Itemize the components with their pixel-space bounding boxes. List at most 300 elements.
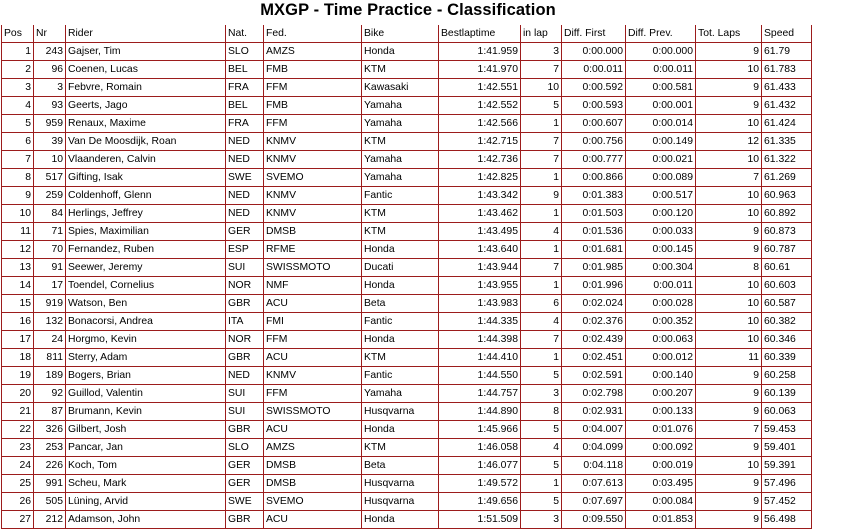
cell-rider: Adamson, John bbox=[66, 511, 226, 529]
cell-bike: Yamaha bbox=[362, 115, 439, 133]
cell-pos: 18 bbox=[2, 349, 34, 367]
cell-bestlaptime: 1:43.944 bbox=[439, 259, 521, 277]
cell-pos: 15 bbox=[2, 295, 34, 313]
cell-in-lap: 1 bbox=[521, 205, 562, 223]
cell-in-lap: 4 bbox=[521, 223, 562, 241]
cell-nr: 919 bbox=[34, 295, 66, 313]
cell-bestlaptime: 1:43.462 bbox=[439, 205, 521, 223]
table-row bbox=[2, 367, 812, 385]
cell-bike: Yamaha bbox=[362, 385, 439, 403]
cell-tot-laps: 10 bbox=[696, 61, 762, 79]
cell-bestlaptime: 1:46.058 bbox=[439, 439, 521, 457]
cell-speed: 60.963 bbox=[762, 187, 812, 205]
cell-in-lap: 7 bbox=[521, 331, 562, 349]
cell-fed: ACU bbox=[264, 295, 362, 313]
cell-pos: 1 bbox=[2, 43, 34, 61]
cell-bike: KTM bbox=[362, 349, 439, 367]
cell-tot-laps: 9 bbox=[696, 511, 762, 529]
cell-rider: Gajser, Tim bbox=[66, 43, 226, 61]
cell-nat: SUI bbox=[226, 259, 264, 277]
cell-nr: 71 bbox=[34, 223, 66, 241]
table-row bbox=[2, 385, 812, 403]
cell-bike: Beta bbox=[362, 457, 439, 475]
table-row bbox=[2, 241, 812, 259]
cell-in-lap: 1 bbox=[521, 241, 562, 259]
cell-bike: Honda bbox=[362, 241, 439, 259]
cell-bike: Ducati bbox=[362, 259, 439, 277]
cell-speed: 57.496 bbox=[762, 475, 812, 493]
cell-diff-first: 0:07.613 bbox=[562, 475, 626, 493]
cell-diff-prev: 0:00.089 bbox=[626, 169, 696, 187]
cell-rider: Renaux, Maxime bbox=[66, 115, 226, 133]
cell-diff-first: 0:02.024 bbox=[562, 295, 626, 313]
cell-bestlaptime: 1:45.966 bbox=[439, 421, 521, 439]
cell-bike: Husqvarna bbox=[362, 493, 439, 511]
cell-rider: Sterry, Adam bbox=[66, 349, 226, 367]
cell-fed: AMZS bbox=[264, 439, 362, 457]
cell-bestlaptime: 1:41.970 bbox=[439, 61, 521, 79]
cell-fed: KNMV bbox=[264, 367, 362, 385]
cell-bike: Fantic bbox=[362, 313, 439, 331]
cell-nr: 87 bbox=[34, 403, 66, 421]
cell-bestlaptime: 1:42.825 bbox=[439, 169, 521, 187]
cell-nr: 10 bbox=[34, 151, 66, 169]
cell-diff-prev: 0:00.352 bbox=[626, 313, 696, 331]
cell-nr: 96 bbox=[34, 61, 66, 79]
cell-tot-laps: 9 bbox=[696, 493, 762, 511]
cell-diff-first: 0:00.000 bbox=[562, 43, 626, 61]
cell-nat: BEL bbox=[226, 61, 264, 79]
cell-nr: 326 bbox=[34, 421, 66, 439]
cell-fed: DMSB bbox=[264, 223, 362, 241]
cell-bike: Honda bbox=[362, 421, 439, 439]
cell-bike: Fantic bbox=[362, 367, 439, 385]
cell-tot-laps: 12 bbox=[696, 133, 762, 151]
cell-pos: 27 bbox=[2, 511, 34, 529]
cell-fed: KNMV bbox=[264, 205, 362, 223]
column-header-bestlaptime: Bestlaptime bbox=[439, 25, 521, 43]
table-row bbox=[2, 187, 812, 205]
cell-speed: 60.339 bbox=[762, 349, 812, 367]
cell-pos: 14 bbox=[2, 277, 34, 295]
cell-diff-prev: 0:00.021 bbox=[626, 151, 696, 169]
cell-fed: RFME bbox=[264, 241, 362, 259]
cell-nat: GER bbox=[226, 475, 264, 493]
cell-pos: 24 bbox=[2, 457, 34, 475]
cell-speed: 61.335 bbox=[762, 133, 812, 151]
cell-bike: Yamaha bbox=[362, 151, 439, 169]
table-row bbox=[2, 223, 812, 241]
cell-pos: 11 bbox=[2, 223, 34, 241]
table-row bbox=[2, 457, 812, 475]
cell-nr: 991 bbox=[34, 475, 66, 493]
column-header-nat: Nat. bbox=[226, 25, 264, 43]
cell-nat: GBR bbox=[226, 511, 264, 529]
table-row bbox=[2, 115, 812, 133]
cell-diff-prev: 0:00.581 bbox=[626, 79, 696, 97]
cell-fed: FMB bbox=[264, 61, 362, 79]
cell-diff-first: 0:02.451 bbox=[562, 349, 626, 367]
cell-bike: Kawasaki bbox=[362, 79, 439, 97]
cell-in-lap: 3 bbox=[521, 511, 562, 529]
table-row bbox=[2, 43, 812, 61]
cell-bestlaptime: 1:43.640 bbox=[439, 241, 521, 259]
cell-diff-first: 0:01.985 bbox=[562, 259, 626, 277]
cell-in-lap: 4 bbox=[521, 313, 562, 331]
cell-diff-first: 0:01.996 bbox=[562, 277, 626, 295]
cell-diff-first: 0:02.439 bbox=[562, 331, 626, 349]
cell-diff-first: 0:01.503 bbox=[562, 205, 626, 223]
cell-speed: 60.873 bbox=[762, 223, 812, 241]
cell-tot-laps: 11 bbox=[696, 349, 762, 367]
cell-fed: DMSB bbox=[264, 475, 362, 493]
cell-bike: Beta bbox=[362, 295, 439, 313]
cell-diff-prev: 0:00.304 bbox=[626, 259, 696, 277]
cell-in-lap: 4 bbox=[521, 439, 562, 457]
cell-in-lap: 1 bbox=[521, 475, 562, 493]
table-row bbox=[2, 493, 812, 511]
cell-fed: DMSB bbox=[264, 457, 362, 475]
cell-nr: 70 bbox=[34, 241, 66, 259]
cell-speed: 56.498 bbox=[762, 511, 812, 529]
cell-speed: 61.783 bbox=[762, 61, 812, 79]
cell-diff-prev: 0:00.011 bbox=[626, 61, 696, 79]
cell-pos: 19 bbox=[2, 367, 34, 385]
cell-speed: 60.892 bbox=[762, 205, 812, 223]
classification-table bbox=[1, 25, 812, 529]
cell-diff-prev: 0:00.517 bbox=[626, 187, 696, 205]
cell-speed: 60.346 bbox=[762, 331, 812, 349]
cell-nr: 92 bbox=[34, 385, 66, 403]
cell-nat: GER bbox=[226, 223, 264, 241]
table-row bbox=[2, 421, 812, 439]
cell-in-lap: 7 bbox=[521, 61, 562, 79]
cell-pos: 2 bbox=[2, 61, 34, 79]
cell-in-lap: 9 bbox=[521, 187, 562, 205]
table-row bbox=[2, 403, 812, 421]
column-header-pos: Pos bbox=[2, 25, 34, 43]
cell-pos: 16 bbox=[2, 313, 34, 331]
cell-nat: GBR bbox=[226, 421, 264, 439]
cell-diff-first: 0:07.697 bbox=[562, 493, 626, 511]
cell-diff-first: 0:04.007 bbox=[562, 421, 626, 439]
cell-pos: 5 bbox=[2, 115, 34, 133]
cell-pos: 9 bbox=[2, 187, 34, 205]
cell-speed: 61.433 bbox=[762, 79, 812, 97]
table-row bbox=[2, 313, 812, 331]
cell-rider: Horgmo, Kevin bbox=[66, 331, 226, 349]
cell-nr: 84 bbox=[34, 205, 66, 223]
column-header-diff-first: Diff. First bbox=[562, 25, 626, 43]
cell-rider: Vlaanderen, Calvin bbox=[66, 151, 226, 169]
cell-bike: KTM bbox=[362, 223, 439, 241]
cell-fed: FFM bbox=[264, 385, 362, 403]
cell-nr: 259 bbox=[34, 187, 66, 205]
cell-diff-prev: 0:00.207 bbox=[626, 385, 696, 403]
cell-in-lap: 5 bbox=[521, 493, 562, 511]
cell-fed: AMZS bbox=[264, 43, 362, 61]
cell-nr: 91 bbox=[34, 259, 66, 277]
cell-bestlaptime: 1:44.550 bbox=[439, 367, 521, 385]
cell-pos: 10 bbox=[2, 205, 34, 223]
cell-bestlaptime: 1:44.410 bbox=[439, 349, 521, 367]
cell-fed: FMI bbox=[264, 313, 362, 331]
cell-diff-prev: 0:00.063 bbox=[626, 331, 696, 349]
cell-diff-prev: 0:00.000 bbox=[626, 43, 696, 61]
cell-speed: 60.258 bbox=[762, 367, 812, 385]
cell-nat: ESP bbox=[226, 241, 264, 259]
cell-rider: Pancar, Jan bbox=[66, 439, 226, 457]
cell-bike: KTM bbox=[362, 439, 439, 457]
table-row bbox=[2, 259, 812, 277]
cell-pos: 3 bbox=[2, 79, 34, 97]
cell-fed: SVEMO bbox=[264, 169, 362, 187]
cell-tot-laps: 10 bbox=[696, 295, 762, 313]
cell-bestlaptime: 1:41.959 bbox=[439, 43, 521, 61]
cell-diff-first: 0:04.118 bbox=[562, 457, 626, 475]
cell-bestlaptime: 1:44.757 bbox=[439, 385, 521, 403]
cell-nat: SLO bbox=[226, 43, 264, 61]
cell-rider: Toendel, Cornelius bbox=[66, 277, 226, 295]
table-row bbox=[2, 349, 812, 367]
cell-diff-prev: 0:00.028 bbox=[626, 295, 696, 313]
table-row bbox=[2, 439, 812, 457]
cell-nr: 24 bbox=[34, 331, 66, 349]
cell-nat: SWE bbox=[226, 493, 264, 511]
cell-speed: 59.401 bbox=[762, 439, 812, 457]
cell-rider: Gifting, Isak bbox=[66, 169, 226, 187]
cell-bike: Honda bbox=[362, 511, 439, 529]
cell-tot-laps: 10 bbox=[696, 187, 762, 205]
cell-nr: 3 bbox=[34, 79, 66, 97]
column-header-bike: Bike bbox=[362, 25, 439, 43]
cell-fed: KNMV bbox=[264, 133, 362, 151]
cell-diff-prev: 0:00.084 bbox=[626, 493, 696, 511]
cell-speed: 59.391 bbox=[762, 457, 812, 475]
cell-speed: 61.269 bbox=[762, 169, 812, 187]
cell-bike: Yamaha bbox=[362, 169, 439, 187]
cell-in-lap: 7 bbox=[521, 133, 562, 151]
cell-bestlaptime: 1:44.398 bbox=[439, 331, 521, 349]
cell-rider: Van De Moosdijk, Roan bbox=[66, 133, 226, 151]
cell-rider: Brumann, Kevin bbox=[66, 403, 226, 421]
cell-pos: 8 bbox=[2, 169, 34, 187]
cell-diff-prev: 0:00.011 bbox=[626, 277, 696, 295]
table-row bbox=[2, 169, 812, 187]
cell-rider: Bonacorsi, Andrea bbox=[66, 313, 226, 331]
cell-speed: 60.587 bbox=[762, 295, 812, 313]
column-header-in-lap: in lap bbox=[521, 25, 562, 43]
cell-nr: 17 bbox=[34, 277, 66, 295]
cell-rider: Coldenhoff, Glenn bbox=[66, 187, 226, 205]
cell-bestlaptime: 1:49.572 bbox=[439, 475, 521, 493]
cell-diff-prev: 0:00.019 bbox=[626, 457, 696, 475]
cell-fed: ACU bbox=[264, 511, 362, 529]
column-header-speed: Speed bbox=[762, 25, 812, 43]
cell-in-lap: 1 bbox=[521, 115, 562, 133]
cell-tot-laps: 9 bbox=[696, 43, 762, 61]
cell-bestlaptime: 1:43.495 bbox=[439, 223, 521, 241]
column-header-nr: Nr bbox=[34, 25, 66, 43]
cell-pos: 22 bbox=[2, 421, 34, 439]
cell-bestlaptime: 1:43.342 bbox=[439, 187, 521, 205]
table-row bbox=[2, 133, 812, 151]
cell-pos: 13 bbox=[2, 259, 34, 277]
cell-diff-prev: 0:00.033 bbox=[626, 223, 696, 241]
cell-rider: Watson, Ben bbox=[66, 295, 226, 313]
cell-tot-laps: 9 bbox=[696, 97, 762, 115]
cell-nr: 959 bbox=[34, 115, 66, 133]
table-row bbox=[2, 511, 812, 529]
cell-nat: GBR bbox=[226, 295, 264, 313]
cell-nr: 93 bbox=[34, 97, 66, 115]
column-header-diff-prev: Diff. Prev. bbox=[626, 25, 696, 43]
cell-tot-laps: 10 bbox=[696, 151, 762, 169]
cell-bike: KTM bbox=[362, 61, 439, 79]
cell-nat: NOR bbox=[226, 277, 264, 295]
cell-speed: 59.453 bbox=[762, 421, 812, 439]
cell-pos: 26 bbox=[2, 493, 34, 511]
cell-pos: 7 bbox=[2, 151, 34, 169]
cell-bike: KTM bbox=[362, 133, 439, 151]
cell-in-lap: 1 bbox=[521, 277, 562, 295]
cell-diff-first: 0:00.607 bbox=[562, 115, 626, 133]
cell-nat: SLO bbox=[226, 439, 264, 457]
cell-nat: SWE bbox=[226, 169, 264, 187]
table-header bbox=[2, 25, 812, 43]
cell-nat: NED bbox=[226, 133, 264, 151]
cell-bestlaptime: 1:42.715 bbox=[439, 133, 521, 151]
cell-bestlaptime: 1:49.656 bbox=[439, 493, 521, 511]
cell-bestlaptime: 1:43.983 bbox=[439, 295, 521, 313]
cell-pos: 17 bbox=[2, 331, 34, 349]
cell-nr: 39 bbox=[34, 133, 66, 151]
cell-diff-prev: 0:00.092 bbox=[626, 439, 696, 457]
cell-diff-prev: 0:00.149 bbox=[626, 133, 696, 151]
cell-tot-laps: 10 bbox=[696, 205, 762, 223]
cell-bike: Husqvarna bbox=[362, 475, 439, 493]
cell-speed: 61.79 bbox=[762, 43, 812, 61]
cell-fed: KNMV bbox=[264, 151, 362, 169]
table-row bbox=[2, 97, 812, 115]
cell-fed: SWISSMOTO bbox=[264, 259, 362, 277]
cell-diff-first: 0:00.011 bbox=[562, 61, 626, 79]
column-header-fed: Fed. bbox=[264, 25, 362, 43]
cell-rider: Seewer, Jeremy bbox=[66, 259, 226, 277]
table-row bbox=[2, 277, 812, 295]
table-row bbox=[2, 151, 812, 169]
cell-nr: 253 bbox=[34, 439, 66, 457]
cell-speed: 60.787 bbox=[762, 241, 812, 259]
cell-nat: SUI bbox=[226, 403, 264, 421]
cell-in-lap: 3 bbox=[521, 385, 562, 403]
table-row bbox=[2, 331, 812, 349]
cell-speed: 57.452 bbox=[762, 493, 812, 511]
cell-bike: Honda bbox=[362, 277, 439, 295]
cell-rider: Coenen, Lucas bbox=[66, 61, 226, 79]
cell-in-lap: 1 bbox=[521, 169, 562, 187]
table-body bbox=[2, 43, 812, 529]
cell-nr: 517 bbox=[34, 169, 66, 187]
cell-fed: FFM bbox=[264, 79, 362, 97]
cell-bestlaptime: 1:43.955 bbox=[439, 277, 521, 295]
cell-rider: Herlings, Jeffrey bbox=[66, 205, 226, 223]
cell-speed: 61.432 bbox=[762, 97, 812, 115]
cell-nat: BEL bbox=[226, 97, 264, 115]
cell-rider: Fernandez, Ruben bbox=[66, 241, 226, 259]
cell-in-lap: 5 bbox=[521, 457, 562, 475]
cell-nat: GER bbox=[226, 457, 264, 475]
cell-rider: Spies, Maximilian bbox=[66, 223, 226, 241]
cell-speed: 60.139 bbox=[762, 385, 812, 403]
cell-nat: NED bbox=[226, 367, 264, 385]
cell-bestlaptime: 1:42.736 bbox=[439, 151, 521, 169]
cell-diff-first: 0:01.383 bbox=[562, 187, 626, 205]
cell-diff-prev: 0:00.133 bbox=[626, 403, 696, 421]
cell-fed: FMB bbox=[264, 97, 362, 115]
cell-diff-first: 0:00.777 bbox=[562, 151, 626, 169]
cell-tot-laps: 9 bbox=[696, 439, 762, 457]
table-row bbox=[2, 205, 812, 223]
cell-nat: NED bbox=[226, 151, 264, 169]
cell-bike: Yamaha bbox=[362, 97, 439, 115]
table-row bbox=[2, 475, 812, 493]
cell-speed: 61.322 bbox=[762, 151, 812, 169]
cell-tot-laps: 9 bbox=[696, 367, 762, 385]
cell-tot-laps: 9 bbox=[696, 223, 762, 241]
cell-nr: 505 bbox=[34, 493, 66, 511]
cell-diff-prev: 0:01.076 bbox=[626, 421, 696, 439]
cell-diff-first: 0:00.592 bbox=[562, 79, 626, 97]
cell-fed: KNMV bbox=[264, 187, 362, 205]
table-row bbox=[2, 295, 812, 313]
cell-bestlaptime: 1:42.551 bbox=[439, 79, 521, 97]
cell-diff-first: 0:00.756 bbox=[562, 133, 626, 151]
cell-speed: 60.382 bbox=[762, 313, 812, 331]
cell-bestlaptime: 1:42.552 bbox=[439, 97, 521, 115]
cell-nat: FRA bbox=[226, 115, 264, 133]
cell-in-lap: 10 bbox=[521, 79, 562, 97]
table-row bbox=[2, 79, 812, 97]
cell-rider: Koch, Tom bbox=[66, 457, 226, 475]
cell-tot-laps: 7 bbox=[696, 421, 762, 439]
cell-diff-first: 0:02.798 bbox=[562, 385, 626, 403]
cell-tot-laps: 9 bbox=[696, 403, 762, 421]
cell-in-lap: 7 bbox=[521, 259, 562, 277]
cell-fed: SWISSMOTO bbox=[264, 403, 362, 421]
cell-in-lap: 5 bbox=[521, 421, 562, 439]
cell-nat: NED bbox=[226, 205, 264, 223]
cell-diff-prev: 0:03.495 bbox=[626, 475, 696, 493]
page-title: MXGP - Time Practice - Classification bbox=[260, 1, 556, 19]
cell-bestlaptime: 1:51.509 bbox=[439, 511, 521, 529]
cell-rider: Geerts, Jago bbox=[66, 97, 226, 115]
cell-fed: ACU bbox=[264, 421, 362, 439]
cell-fed: FFM bbox=[264, 115, 362, 133]
cell-fed: FFM bbox=[264, 331, 362, 349]
cell-diff-first: 0:00.866 bbox=[562, 169, 626, 187]
cell-rider: Guillod, Valentin bbox=[66, 385, 226, 403]
cell-tot-laps: 7 bbox=[696, 169, 762, 187]
cell-bike: Husqvarna bbox=[362, 403, 439, 421]
cell-diff-prev: 0:00.001 bbox=[626, 97, 696, 115]
cell-diff-first: 0:01.681 bbox=[562, 241, 626, 259]
cell-bestlaptime: 1:44.890 bbox=[439, 403, 521, 421]
cell-in-lap: 8 bbox=[521, 403, 562, 421]
cell-speed: 60.603 bbox=[762, 277, 812, 295]
cell-bike: Honda bbox=[362, 331, 439, 349]
cell-speed: 61.424 bbox=[762, 115, 812, 133]
